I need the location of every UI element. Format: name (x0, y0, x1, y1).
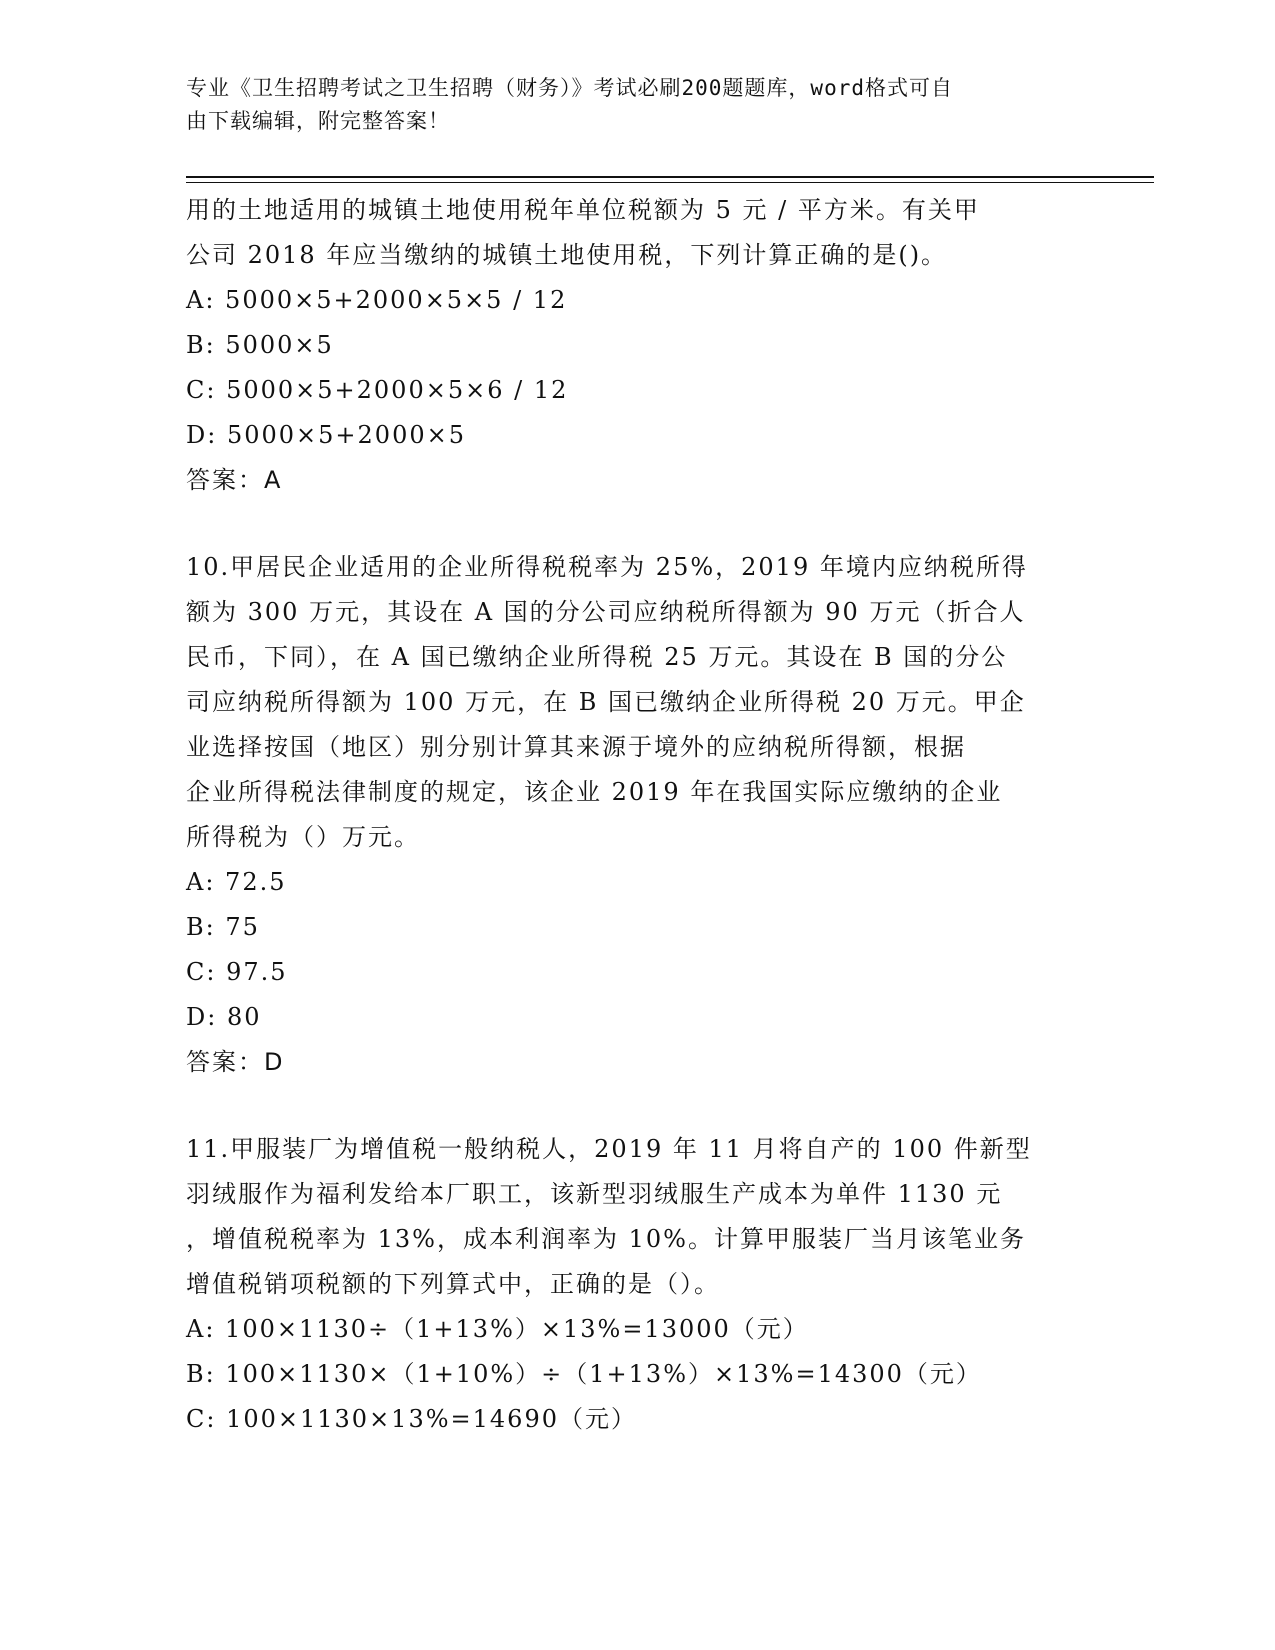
document-header (186, 72, 1066, 138)
spacer (186, 1085, 1076, 1127)
spacer (186, 503, 1076, 545)
option-c: C: 97.5 (186, 958, 288, 986)
option-b: B: 5000×5 (186, 331, 334, 359)
question-text-line: 所得税为（）万元。 (186, 823, 420, 851)
question-text-line: 用的土地适用的城镇土地使用税年单位税额为 5 元 / 平方米。有关甲 (186, 196, 980, 224)
question-text-line: 增值税销项税额的下列算式中，正确的是（）。 (186, 1270, 720, 1298)
question-text-line: ，增值税税率为 13%，成本利润率为 10%。计算甲服装厂当月该笔业务 (186, 1225, 1026, 1253)
option-a: A: 72.5 (186, 868, 287, 896)
question-text-line: 羽绒服作为福利发给本厂职工，该新型羽绒服生产成本为单件 1130 元 (186, 1180, 1003, 1208)
option-d: D: 5000×5+2000×5 (186, 421, 466, 449)
question-text-line: 企业所得税法律制度的规定，该企业 2019 年在我国实际应缴纳的企业 (186, 778, 1003, 806)
question-text-line: 业选择按国（地区）别分别计算其来源于境外的应纳税所得额，根据 (186, 733, 966, 761)
question-text-line: 公司 2018 年应当缴纳的城镇土地使用税，下列计算正确的是()。 (186, 241, 948, 269)
header-title-line-2: 由下载编辑，附完整答案！ (186, 109, 450, 133)
question-text-line: 民币，下同），在 A 国已缴纳企业所得税 25 万元。其设在 B 国的分公 (186, 643, 1008, 671)
question-9 (186, 188, 1076, 503)
header-title-line-1: 专业《卫生招聘考试之卫生招聘（财务）》考试必刷200题题库，word格式可自 (186, 76, 953, 100)
option-c: C: 100×1130×13%=14690（元） (186, 1405, 637, 1433)
option-b: B: 75 (186, 913, 260, 941)
question-content (186, 188, 1076, 1442)
header-divider-thin (186, 182, 1154, 183)
question-10 (186, 545, 1076, 1085)
option-b: B: 100×1130×（1+10%）÷（1+13%）×13%=14300（元） (186, 1360, 982, 1388)
question-text-line: 司应纳税所得额为 100 万元，在 B 国已缴纳企业所得税 20 万元。甲企 (186, 688, 1026, 716)
option-a: A: 100×1130÷（1+13%）×13%=13000（元） (186, 1315, 809, 1343)
option-a: A: 5000×5+2000×5×5 / 12 (186, 286, 568, 314)
question-text-line: 额为 300 万元，其设在 A 国的分公司应纳税所得额为 90 万元（折合人 (186, 598, 1026, 626)
answer-label: 答案：A (186, 466, 283, 494)
option-d: D: 80 (186, 1003, 262, 1031)
header-divider-thick (186, 176, 1154, 178)
question-text-line: 10.甲居民企业适用的企业所得税税率为 25%，2019 年境内应纳税所得 (186, 553, 1028, 581)
question-text-line: 11.甲服装厂为增值税一般纳税人，2019 年 11 月将自产的 100 件新型 (186, 1135, 1032, 1163)
question-11 (186, 1127, 1076, 1442)
answer-label: 答案：D (186, 1048, 285, 1076)
option-c: C: 5000×5+2000×5×6 / 12 (186, 376, 569, 404)
